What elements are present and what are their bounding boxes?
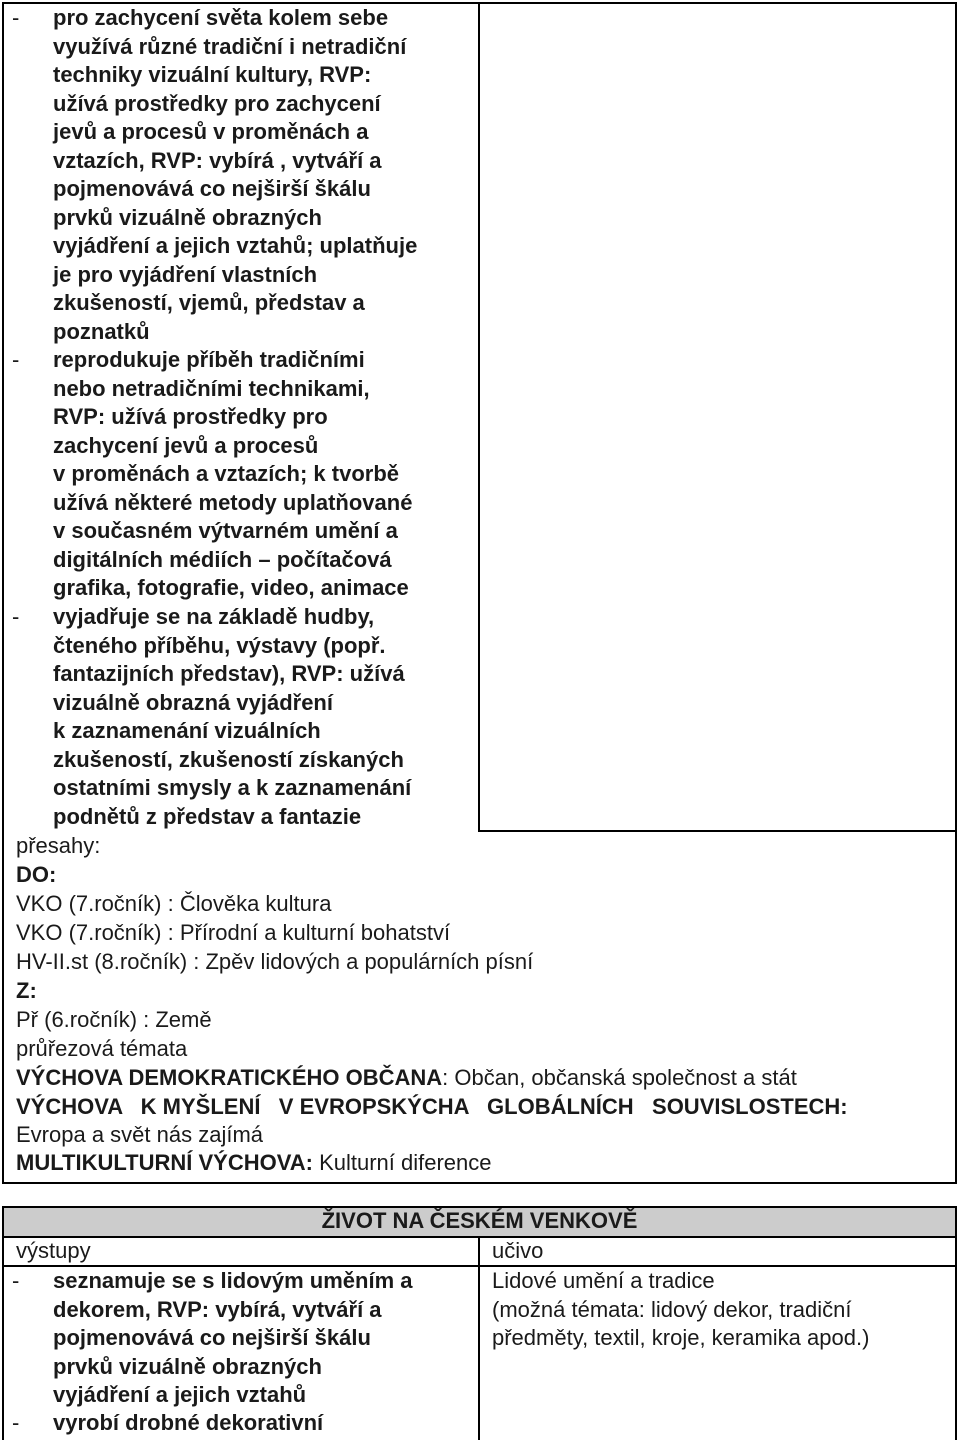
text-line: techniky vizuální kultury, RVP: [53,62,372,87]
column-header-vystupy: výstupy [16,1238,91,1263]
text-line: pojmenovává co nejširší škálu [53,176,371,201]
text-line: pojmenovává co nejširší škálu [53,1325,371,1350]
text-line: vyjádření a jejich vztahů [53,1382,307,1407]
text-line: reprodukuje příběh tradičními [53,347,365,372]
text-line: vyjádření a jejich vztahů; uplatňuje [53,233,418,258]
text-line: je pro vyjádření vlastních [53,261,318,287]
table1-bottom-border [2,1182,957,1184]
theme-text: Kulturní diference [312,1150,492,1175]
table1-column-divider [478,2,480,832]
table1-right-cell-bottom [478,830,957,832]
text-line: nebo netradičními technikami, [53,375,370,401]
ucivo-content [492,1267,869,1353]
text-line: zkušeností, zkušeností získaných [53,746,404,772]
theme-line [16,1121,263,1150]
list-dash: - [12,1410,20,1435]
text-line: ostatními smysly a k zaznamenání [53,775,412,800]
text-line: čteného příběhu, výstavy (popř. [53,632,386,658]
do-item: VKO (7.ročník) : Přírodní a kulturní bohatství [16,920,451,945]
text-line: předměty, textil, kroje, keramika apod.) [492,1325,870,1350]
text-line: užívá prostředky pro zachycení [53,90,381,116]
theme-text: : Občan, občanská společnost a stát [442,1065,797,1090]
table2-right-border [955,1206,957,1440]
text-line: zkušeností, vjemů, představ a [53,290,365,315]
output-item [53,1409,323,1438]
text-line: vyrobí drobné dekorativní [53,1410,324,1435]
theme-title: VÝCHOVA DEMOKRATICKÉHO OBČANA [16,1065,443,1090]
column-header-ucivo: učivo [492,1238,544,1263]
text-line: vyjadřuje se na základě hudby, [53,604,375,629]
output-item [53,1267,412,1410]
text-line: pro zachycení světa kolem sebe [53,5,389,30]
theme-title: MULTIKULTURNÍ VÝCHOVA: [16,1150,313,1175]
text-line: vizuálně obrazná vyjádření [53,689,333,715]
text-line: prvků vizuálně obrazných [53,1353,322,1379]
text-line: jevů a procesů v proměnách a [53,119,369,144]
text-line: RVP: užívá prostředky pro [53,404,328,429]
theme-text: Evropa a svět nás zajímá [16,1122,264,1147]
theme-title: VÝCHOVA K MYŠLENÍ V EVROPSKÝCHA GLOBÁLNÍCH SOUVISLOSTECH: [16,1094,848,1119]
theme-line [16,1149,492,1178]
text-line: užívá některé metody uplatňované [53,489,413,515]
text-line: zachycení jevů a procesů [53,432,319,458]
list-dash: - [12,1268,20,1293]
text-line: vztazích, RVP: vybírá , vytváří a [53,147,382,173]
theme-line [16,1093,848,1122]
text-line: digitálních médiích – počítačová [53,546,392,572]
list-dash: - [12,347,20,372]
do-label: DO: [16,862,57,887]
text-line: dekorem, RVP: vybírá, vytváří a [53,1296,382,1322]
list-dash: - [12,5,20,30]
table1-left-border [2,2,4,1184]
theme-line [16,1064,797,1093]
text-line: prvků vizuálně obrazných [53,204,322,230]
list-dash: - [12,604,20,629]
table2-left-border [2,1206,4,1440]
text-line: poznatků [53,318,150,344]
output-item [53,4,417,346]
text-line: Lidové umění a tradice [492,1268,715,1293]
output-item [53,346,412,603]
table1-right-border [955,2,957,1184]
output-item [53,603,411,831]
section-title: ŽIVOT NA ČESKÉM VENKOVĚ [321,1208,638,1233]
do-item: VKO (7.ročník) : Člověka kultura [16,891,332,916]
do-item: HV-II.st (8.ročník) : Zpěv lidových a populárních písní [16,949,534,974]
text-line: podnětů z představ a fantazie [53,803,362,829]
text-line: k zaznamenání vizuálních [53,718,321,743]
text-line: (možná témata: lidový dekor, tradiční [492,1296,852,1322]
text-line: v současném výtvarném umění a [53,518,398,543]
text-line: fantazijních představ), RVP: užívá [53,661,405,686]
z-label: Z: [16,978,37,1003]
prurezova-temata-label: průřezová témata [16,1036,188,1061]
text-line: seznamuje se s lidovým uměním a [53,1268,413,1293]
text-line: využívá různé tradiční i netradiční [53,33,407,59]
text-line: grafika, fotografie, video, animace [53,575,409,600]
text-line: v proměnách a vztazích; k tvorbě [53,461,399,486]
presahy-label: přesahy: [16,833,101,858]
z-item: Př (6.ročník) : Země [16,1007,212,1032]
